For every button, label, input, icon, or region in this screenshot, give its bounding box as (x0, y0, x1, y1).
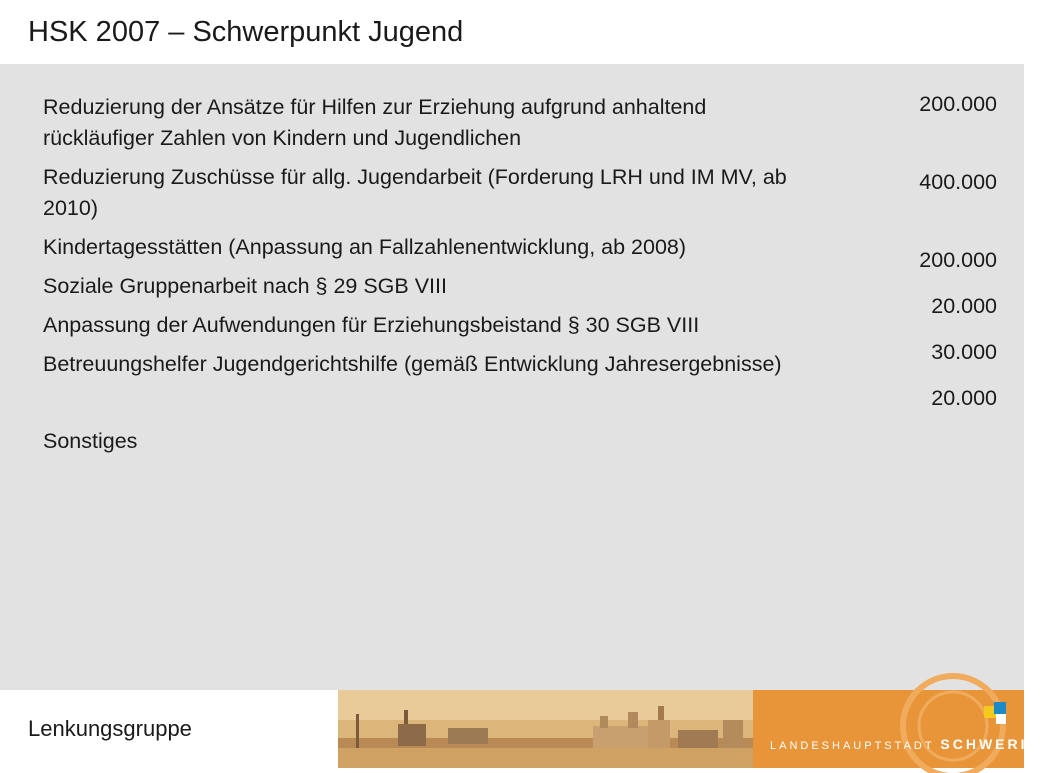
list-item: Anpassung der Aufwendungen für Erziehungsbeistand § 30 SGB VIII (43, 313, 700, 337)
city-name-bold: SCHWERIN (940, 736, 1041, 752)
list-item: Kindertagesstätten (Anpassung an Fallzahlenentwicklung, ab 2008) (43, 235, 687, 259)
list-item: Sonstiges (43, 429, 138, 453)
item-list (43, 92, 823, 465)
content-panel (0, 64, 1024, 690)
list-item: Reduzierung Zuschüsse für allg. Jugendarbeit (Forderung LRH und IM MV, ab 2010) (43, 165, 787, 220)
slide-title: HSK 2007 – Schwerpunkt Jugend (28, 16, 464, 48)
list-item: Betreuungshelfer Jugendgerichtshilfe (gemäß Entwicklung Jahresergebnisse) (43, 352, 782, 376)
amount-value: 20.000 (931, 294, 997, 318)
castle-illustration (338, 690, 753, 768)
footer (0, 690, 1041, 768)
city-logo-icon (984, 702, 1008, 728)
city-name (770, 736, 1041, 752)
city-prefix: LANDESHAUPTSTADT (770, 740, 935, 752)
footer-label: Lenkungsgruppe (28, 716, 192, 741)
amount-value: 400.000 (919, 170, 997, 194)
amount-value: 200.000 (919, 248, 997, 272)
list-item: Reduzierung der Ansätze für Hilfen zur Erziehung aufgrund anhaltend rückläufiger Zahlen von Kindern und Jugendlichen (43, 95, 707, 150)
amount-value: 30.000 (931, 340, 997, 364)
castle-photo (338, 690, 753, 768)
city-banner (338, 690, 1041, 768)
amount-value: 200.000 (919, 92, 997, 116)
amount-value: 20.000 (931, 386, 997, 410)
list-item: Soziale Gruppenarbeit nach § 29 SGB VIII (43, 274, 447, 298)
